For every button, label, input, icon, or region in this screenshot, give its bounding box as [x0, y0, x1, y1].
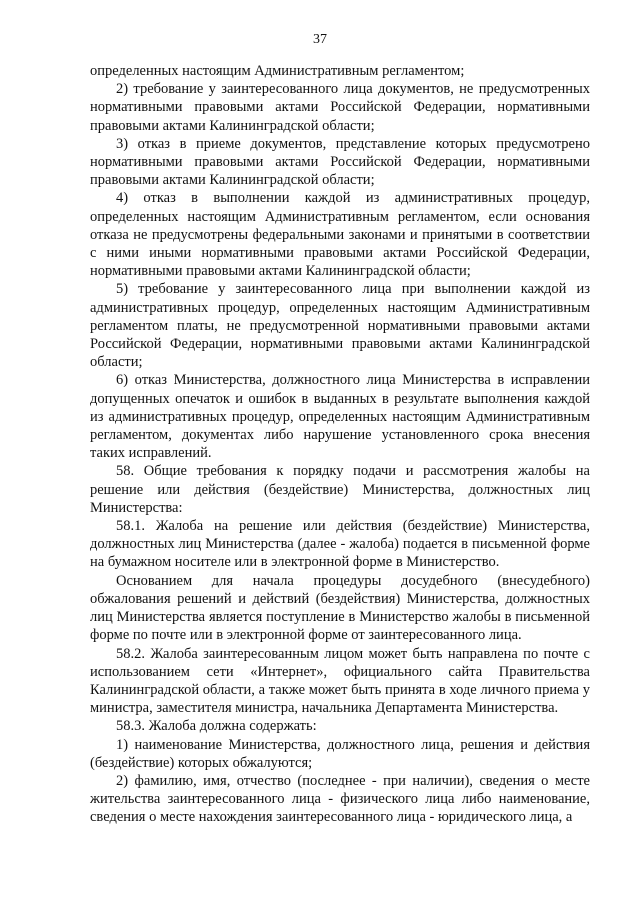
- paragraph-item-3: 3) отказ в приеме документов, представление которых предусмотрено нормативными правовыми актами Российской Федерации, нормативными правовыми актами Калининградской области;: [90, 135, 590, 189]
- paragraph-continuation: определенных настоящим Административным регламентом;: [90, 63, 465, 79]
- paragraph-item-2: 2) требование у заинтересованного лица документов, не предусмотренных нормативными правовыми актами Российской Федерации, нормативными правовыми актами Калининградской области;: [90, 81, 590, 134]
- paragraph-grounds: Основанием для начала процедуры досудебного (внесудебного) обжалования решений и действий (бездействия) Министерства, должностных лиц Министерства является поступление в Министерство жалобы в письменной форме по почте или в электронной форме от заинтересованного лица.: [90, 572, 590, 644]
- page-number: 37: [313, 32, 327, 47]
- paragraph-complaint-item-1: 1) наименование Министерства, должностного лица, решения и действия (бездействие) которых обжалуются;: [90, 736, 590, 771]
- paragraph-item-6: 6) отказ Министерства, должностного лица Министерства в исправлении допущенных опечаток и ошибок в выданных в результате выполнения каждой из административных процедур, определенных настоящим Административным регламентом, документах либо нарушение установленного срока внесения таких исправлений.: [90, 372, 590, 462]
- paragraph-section-58-2: 58.2. Жалоба заинтересованным лицом может быть направлена по почте с использованием сети «Интернет», официального сайта Правительства Калининградской области, а также может быть принята в ходе личного приема у министра, заместителя министра, начальника Департамента Министерства.: [90, 645, 590, 717]
- paragraph-section-58: 58. Общие требования к порядку подачи и рассмотрения жалобы на решение или действия (бездействие) Министерства, должностных лиц Министерства:: [90, 463, 590, 516]
- paragraph-section-58-1: 58.1. Жалоба на решение или действия (бездействие) Министерства, должностных лиц Министерства (далее - жалоба) подается в письменной форме на бумажном носителе или в электронной форме в Министерство.: [90, 518, 590, 571]
- paragraph-item-5: 5) требование у заинтересованного лица при выполнении каждой из административных процедур, определенных настоящим Административным регламентом платы, не предусмотренной нормативными правовыми актами Российской Федерации, нормативными правовыми актами Калининградской области;: [90, 281, 590, 371]
- paragraph-complaint-item-2: 2) фамилию, имя, отчество (последнее - при наличии), сведения о месте жительства заинтересованного лица - физического лица либо наименование, сведения о месте нахождения заинтересованного лица - юридического лица, а: [90, 772, 590, 826]
- paragraph-section-58-3: 58.3. Жалоба должна содержать:: [116, 718, 317, 735]
- paragraph-item-4: 4) отказ в выполнении каждой из административных процедур, определенных настоящим Административным регламентом, если основания отказа не предусмотрены федеральными законами и принятыми в соответствии с ними иными нормативными правовыми актами Российской Федерации, нормативными правовыми актами Калининградской области;: [90, 190, 590, 280]
- document-body: [90, 62, 590, 827]
